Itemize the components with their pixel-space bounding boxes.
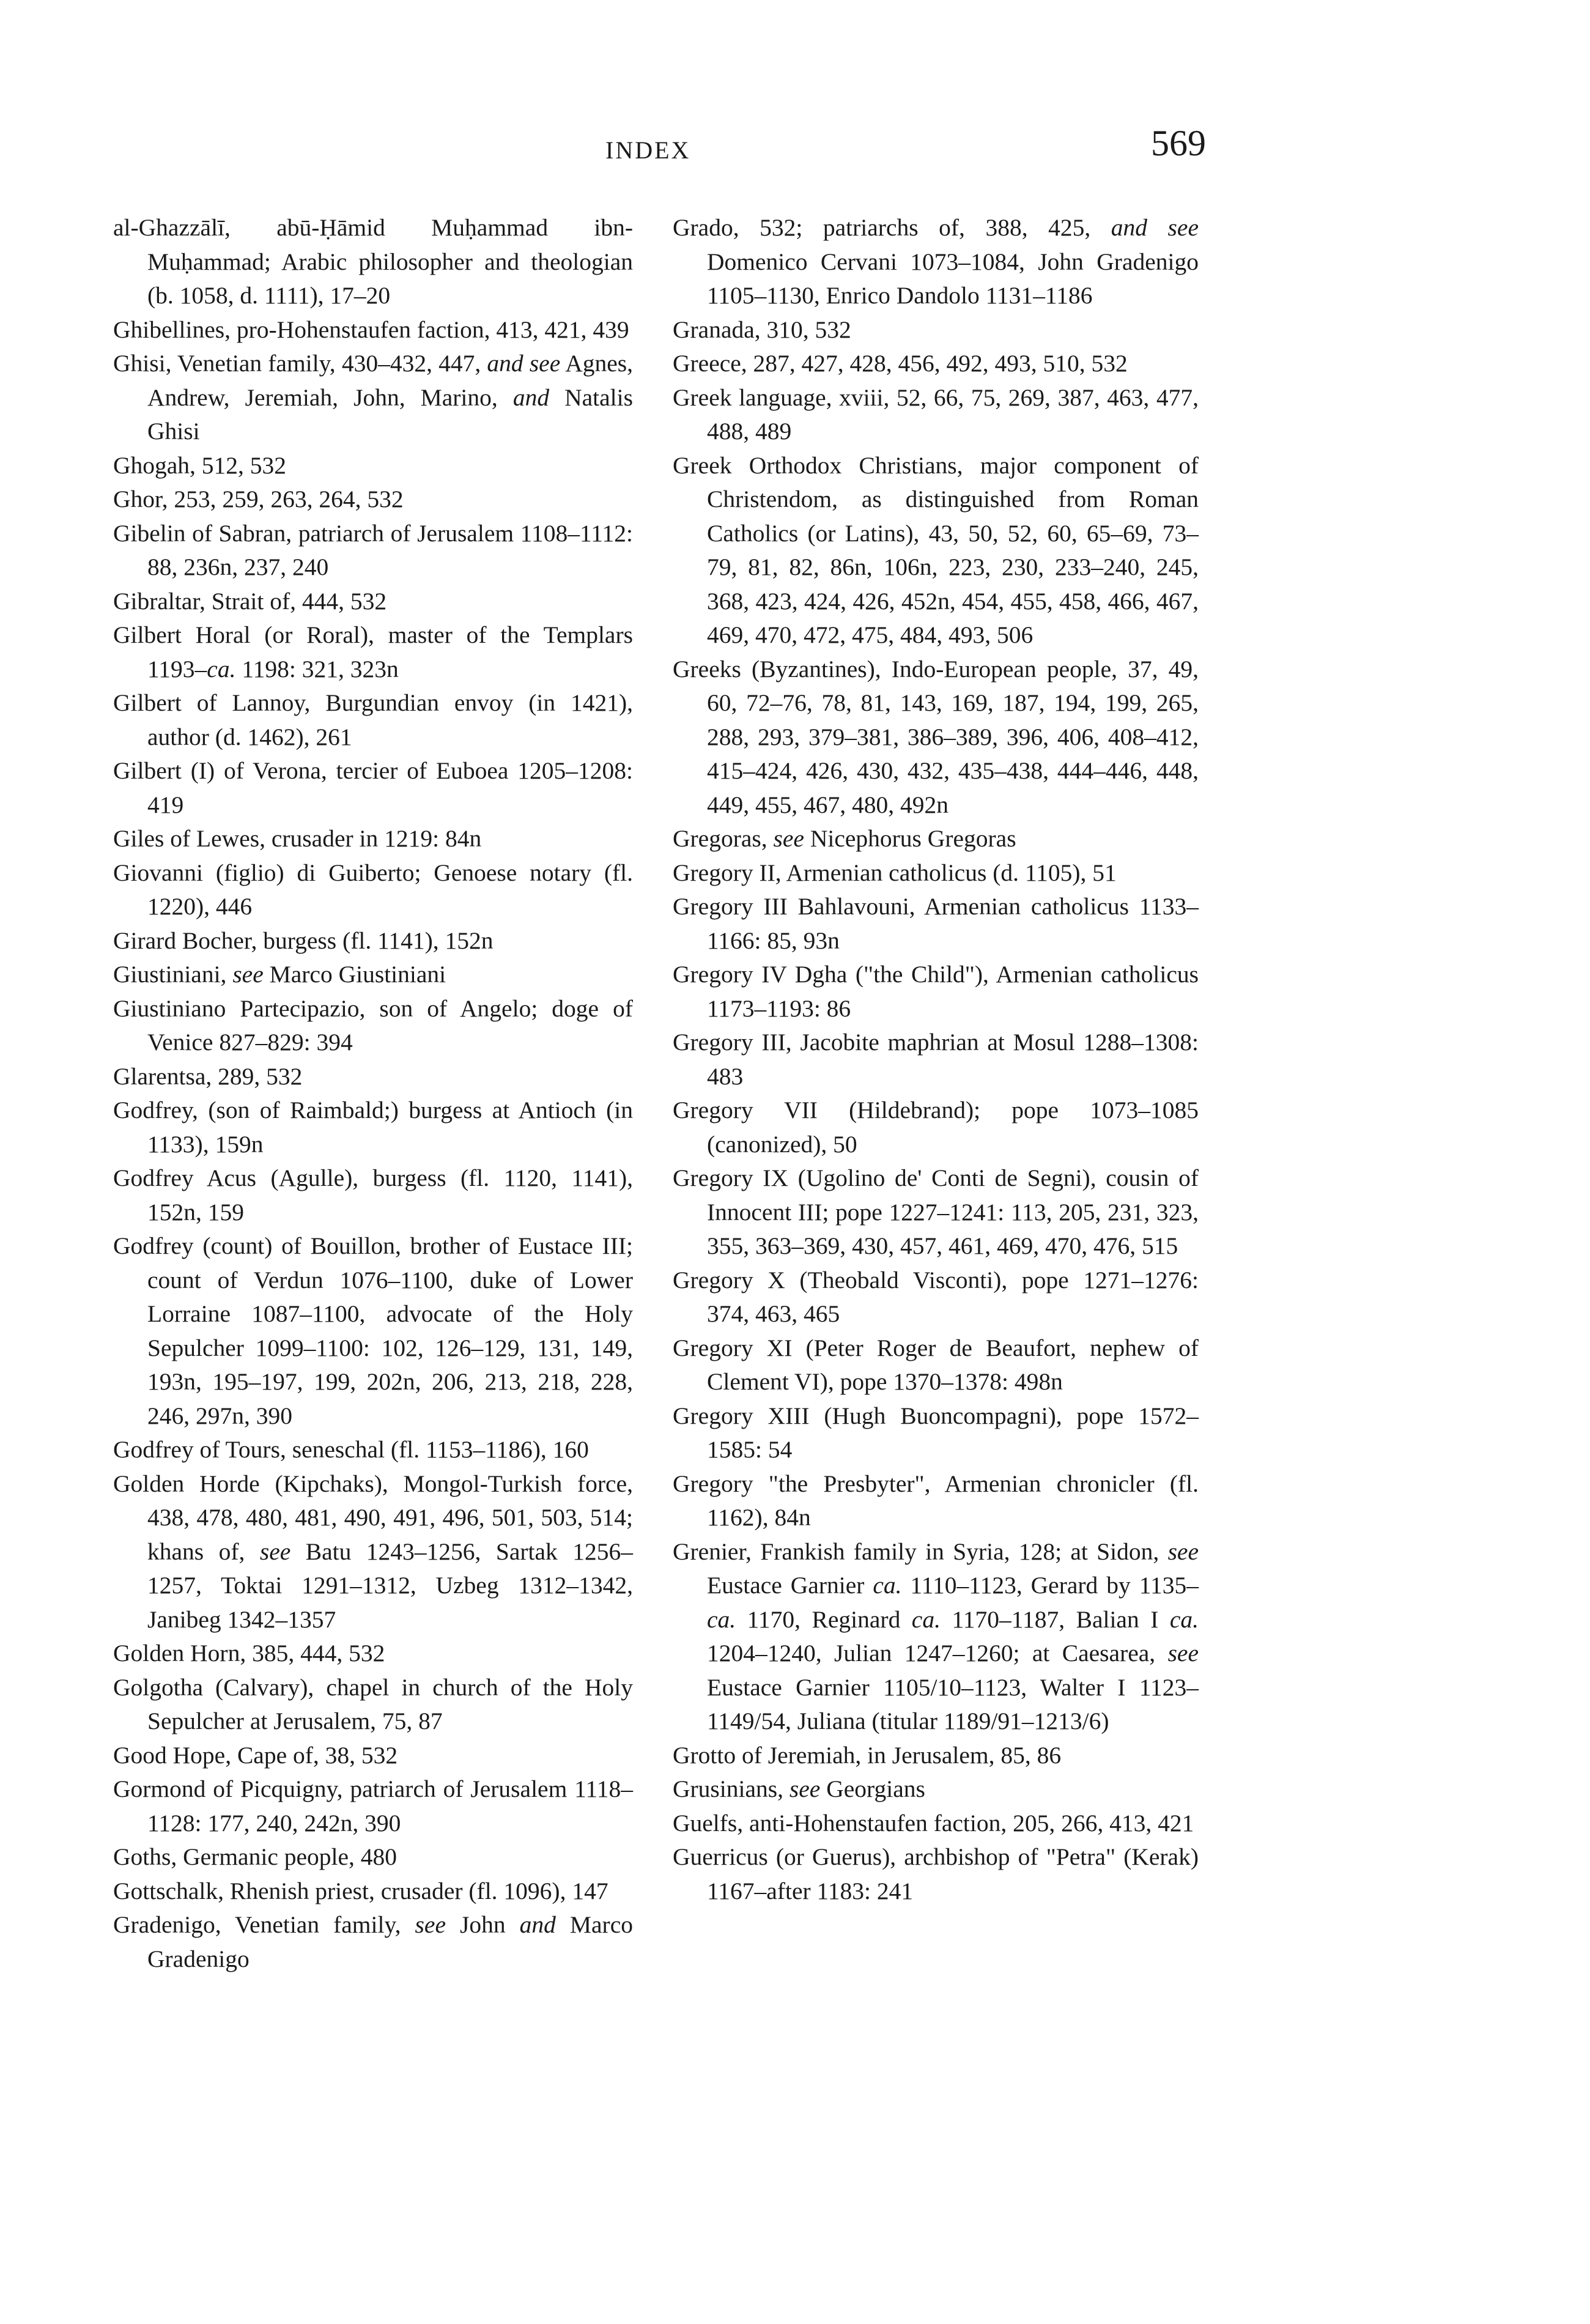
index-entry: Giustiniani, see Marco Giustiniani	[113, 961, 446, 988]
index-entry: Good Hope, Cape of, 38, 532	[113, 1741, 398, 1769]
index-entry: Gregory IV Dgha ("the Child"), Armenian catholicus 1173–1193: 86	[673, 961, 1199, 1022]
index-entry: Gregory VII (Hildebrand); pope 1073–1085 (canonized), 50	[673, 1097, 1199, 1158]
index-entry: Gradenigo, Venetian family, see John and Marco Gradenigo	[113, 1911, 633, 1972]
index-entry: Gregoras, see Nicephorus Gregoras	[673, 825, 1016, 852]
index-entry: Gregory III, Jacobite maphrian at Mosul 1288–1308: 483	[673, 1029, 1199, 1090]
index-entry: Gregory "the Presbyter", Armenian chronicler (fl. 1162), 84n	[673, 1470, 1199, 1531]
index-entry: Greece, 287, 427, 428, 456, 492, 493, 510, 532	[673, 350, 1128, 377]
index-entry: Golden Horn, 385, 444, 532	[113, 1640, 385, 1667]
index-entry: Gibelin of Sabran, patriarch of Jerusalem 1108–1112: 88, 236n, 237, 240	[113, 519, 633, 580]
index-entry: Golden Horde (Kipchaks), Mongol-Turkish force, 438, 478, 480, 481, 490, 491, 496, 501, 503, 514; khans of, see Batu 1243–1256, Sartak 1256–1257, Toktai 1291–1312, Uzbeg 1312–1342, Janibeg 1342–1357	[113, 1470, 634, 1633]
index-entry: Gilbert of Lannoy, Burgundian envoy (in 1421), author (d. 1462), 261	[113, 689, 633, 750]
index-entry: Gregory XIII (Hugh Buoncompagni), pope 1572–1585: 54	[673, 1402, 1199, 1463]
index-entry: Gilbert Horal (or Roral), master of the Templars 1193–ca. 1198: 321, 323n	[113, 621, 633, 683]
index-entry: Gregory II, Armenian catholicus (d. 1105), 51	[673, 859, 1117, 886]
index-column-left	[113, 211, 633, 1976]
index-entry: Gormond of Picquigny, patriarch of Jerusalem 1118–1128: 177, 240, 242n, 390	[113, 1775, 633, 1837]
index-entry: Grado, 532; patriarchs of, 388, 425, and see Domenico Cervani 1073–1084, John Gradenigo 1105–1130, Enrico Dandolo 1131–1186	[673, 214, 1199, 309]
index-entry: Guelfs, anti-Hohenstaufen faction, 205, 266, 413, 421	[673, 1809, 1194, 1837]
index-entry: Gregory XI (Peter Roger de Beaufort, nephew of Clement VI), pope 1370–1378: 498n	[673, 1334, 1199, 1395]
index-entry: Giles of Lewes, crusader in 1219: 84n	[113, 825, 482, 852]
index-column-right	[673, 211, 1199, 1908]
index-entry: Girard Bocher, burgess (fl. 1141), 152n	[113, 927, 494, 954]
index-entry: Gottschalk, Rhenish priest, crusader (fl. 1096), 147	[113, 1877, 608, 1904]
page-header	[0, 122, 1590, 177]
index-entry: Goths, Germanic people, 480	[113, 1843, 398, 1870]
index-entry: Glarentsa, 289, 532	[113, 1062, 303, 1090]
index-entry: Ghibellines, pro-Hohenstaufen faction, 413, 421, 439	[113, 316, 629, 343]
index-entry: Greek language, xviii, 52, 66, 75, 269, 387, 463, 477, 488, 489	[673, 383, 1199, 445]
index-entry: Ghogah, 512, 532	[113, 451, 287, 479]
index-entry: Gregory IX (Ugolino de' Conti de Segni), cousin of Innocent III; pope 1227–1241: 113, 205, 231, 323, 355, 363–369, 430, 457, 461, 469, 470, 476, 515	[673, 1164, 1199, 1259]
index-entry: Gilbert (I) of Verona, tercier of Euboea 1205–1208: 419	[113, 757, 633, 818]
index-entry: Ghisi, Venetian family, 430–432, 447, and see Agnes, Andrew, Jeremiah, John, Marino, and Natalis Ghisi	[113, 350, 634, 445]
index-entry: Gibraltar, Strait of, 444, 532	[113, 587, 387, 615]
index-entry: Granada, 310, 532	[673, 316, 851, 343]
index-entry: Giovanni (figlio) di Guiberto; Genoese notary (fl. 1220), 446	[113, 859, 633, 920]
index-entry: Greek Orthodox Christians, major component of Christendom, as distinguished from Roman Catholics (or Latins), 43, 50, 52, 60, 65–69, 73–79, 81, 82, 86n, 106n, 223, 230, 233–240, 245, 368, 423, 424, 426, 452n, 454, 455, 458, 466, 467, 469, 470, 472, 475, 484, 493, 506	[673, 451, 1199, 648]
index-entry: Godfrey Acus (Agulle), burgess (fl. 1120, 1141), 152n, 159	[113, 1164, 633, 1226]
index-entry: Gregory X (Theobald Visconti), pope 1271–1276: 374, 463, 465	[673, 1266, 1199, 1327]
running-head: INDEX	[605, 136, 691, 164]
index-entry: Ghor, 253, 259, 263, 264, 532	[113, 486, 404, 513]
index-entry: Guerricus (or Guerus), archbishop of "Petra" (Kerak) 1167–after 1183: 241	[673, 1843, 1199, 1904]
index-entry: Golgotha (Calvary), chapel in church of the Holy Sepulcher at Jerusalem, 75, 87	[113, 1673, 633, 1734]
index-entry: Godfrey of Tours, seneschal (fl. 1153–1186), 160	[113, 1436, 589, 1463]
index-entry: Grotto of Jeremiah, in Jerusalem, 85, 86	[673, 1741, 1062, 1769]
index-entry: Giustiniano Partecipazio, son of Angelo; doge of Venice 827–829: 394	[113, 994, 633, 1056]
index-entry: Greeks (Byzantines), Indo-European people, 37, 49, 60, 72–76, 78, 81, 143, 169, 187, 194, 199, 265, 288, 293, 379–381, 386–389, 396, 406, 408–412, 415–424, 426, 430, 432, 435–438, 444–446, 448, 449, 455, 467, 480, 492n	[673, 655, 1199, 818]
index-entry: Grusinians, see Georgians	[673, 1775, 925, 1802]
page-number: 569	[1151, 123, 1206, 163]
index-entry: Gregory III Bahlavouni, Armenian catholicus 1133–1166: 85, 93n	[673, 893, 1199, 954]
index-entry: Godfrey (count) of Bouillon, brother of Eustace III; count of Verdun 1076–1100, duke of Lower Lorraine 1087–1100, advocate of the Holy Sepulcher 1099–1100: 102, 126–129, 131, 149, 193n, 195–197, 199, 202n, 206, 213, 218, 228, 246, 297n, 390	[113, 1232, 633, 1429]
index-entry: al-Ghazzālī, abū-Ḥāmid Muḥammad ibn-Muḥammad; Arabic philosopher and theologian (b. 1058, d. 1111), 17–20	[113, 214, 633, 309]
index-entry: Grenier, Frankish family in Syria, 128; at Sidon, see Eustace Garnier ca. 1110–1123, Gerard by 1135–ca. 1170, Reginard ca. 1170–1187, Balian I ca. 1204–1240, Julian 1247–1260; at Caesarea, see Eustace Garnier 1105/10–1123, Walter I 1123–1149/54, Juliana (titular 1189/91–1213/6)	[673, 1538, 1199, 1734]
index-entry: Godfrey, (son of Raimbald;) burgess at Antioch (in 1133), 159n	[113, 1097, 633, 1158]
